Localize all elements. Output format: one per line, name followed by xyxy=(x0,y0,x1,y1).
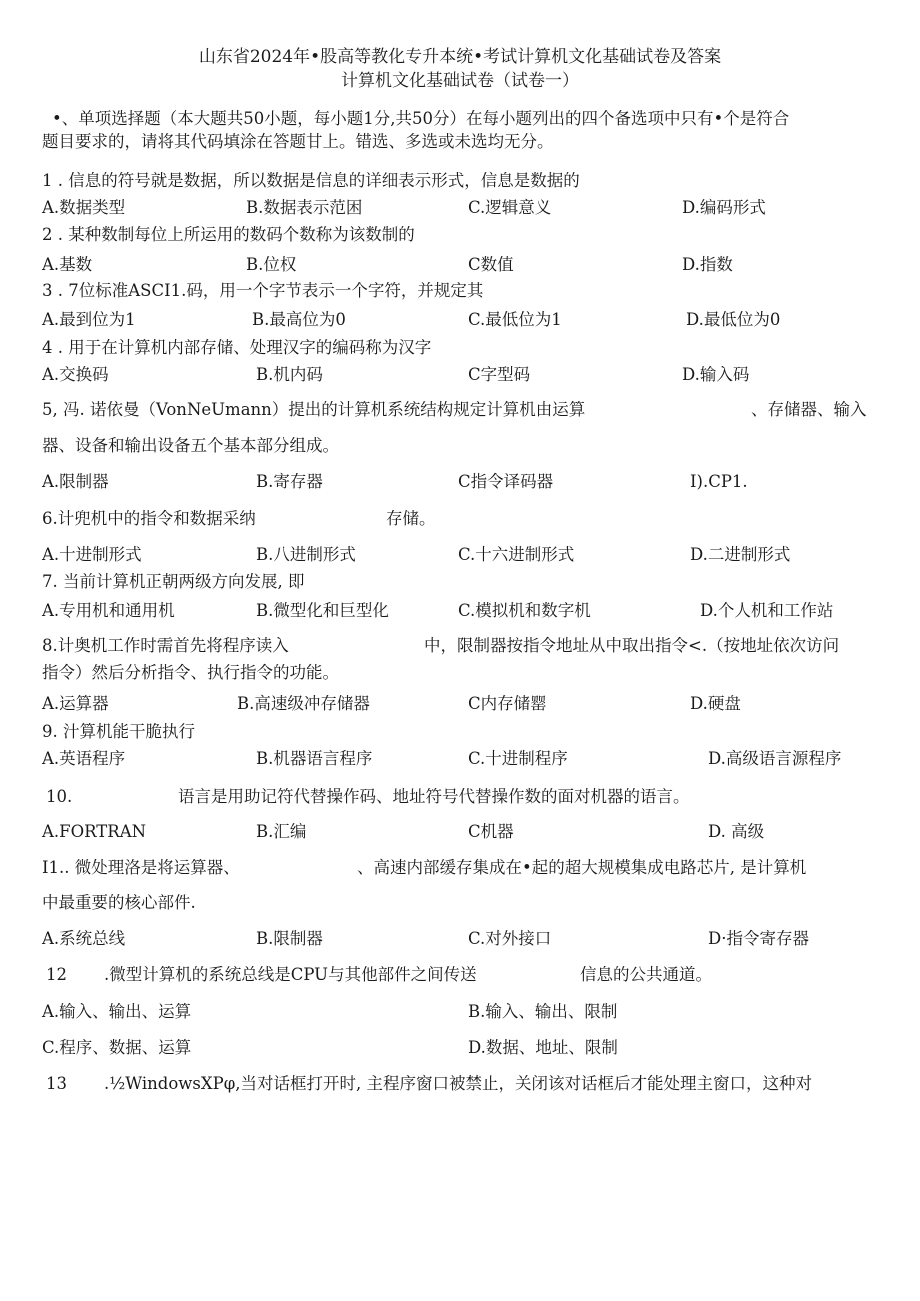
question-8-option-c: C内存储罂 xyxy=(468,694,547,713)
question-8-option-b: B.高速级冲存储器 xyxy=(237,694,370,713)
question-7-option-c: C.模拟机和数字机 xyxy=(458,601,591,620)
question-1-option-b: B.数据表示范困 xyxy=(246,198,363,217)
instructions-line-1: •、单项选择题（本大题共50小题，每小题1分,共50分）在每小题列出的四个备选项中只有•个是符合 xyxy=(52,109,790,128)
question-4-option-d: D.输入码 xyxy=(682,365,750,384)
question-8-stem-line-2: 指令）然后分析指令、执行指令的功能。 xyxy=(42,663,339,682)
question-10-option-d: D. 高级 xyxy=(708,822,765,841)
question-4-option-a: A.交换码 xyxy=(42,365,109,384)
question-5-stem-line-2: 器、设备和输出设备五个基本部分组成。 xyxy=(42,436,339,455)
question-9-option-b: B.机器语言程序 xyxy=(256,749,373,768)
question-3-option-b: B.最高位为0 xyxy=(252,310,346,329)
question-2-option-c: C数值 xyxy=(468,255,514,274)
question-9-stem: 9. 汁算机能干脆执行 xyxy=(42,722,195,741)
question-1-option-a: A.数据类型 xyxy=(42,198,126,217)
question-10-option-c: C机器 xyxy=(468,822,514,841)
question-11-option-d: D·指令寄存器 xyxy=(708,929,809,948)
question-5-stem: 5, 冯. 诺依曼（VonNeUmann）提出的计算机系统结构规定计算机由运算 xyxy=(42,400,586,419)
question-7-option-b: B.微型化和巨型化 xyxy=(256,601,389,620)
question-2-stem: 2 . 某种数制每位上所运用的数码个数称为该数制的 xyxy=(42,225,415,244)
question-2-option-b: B.位权 xyxy=(246,255,297,274)
question-7-option-a: A.专用机和通用机 xyxy=(42,601,175,620)
question-12-number: 12 xyxy=(46,965,67,984)
question-10-option-b: B.汇编 xyxy=(256,822,307,841)
question-5-option-d: I).CP1. xyxy=(690,472,748,491)
question-10-stem: 语言是用助记符代替操作码、地址符号代替操作数的面对机器的语言。 xyxy=(178,787,690,806)
question-10-option-a: A.FORTRAN xyxy=(42,822,147,841)
question-7-option-d: D.个人机和工作站 xyxy=(700,601,834,620)
question-9-option-c: C.十进制程序 xyxy=(468,749,568,768)
question-5-option-b: B.寄存器 xyxy=(256,472,323,491)
question-11-option-a: A.系统总线 xyxy=(42,929,126,948)
question-3-option-d: D.最低位为0 xyxy=(686,310,781,329)
question-6-stem-continued: 存储。 xyxy=(386,509,436,528)
question-8-option-a: A.运算器 xyxy=(42,694,109,713)
question-9-option-a: A.英语程序 xyxy=(42,749,126,768)
question-11-stem-line-2: 中最重要的核心部件. xyxy=(42,893,196,912)
question-9-option-d: D.高级语言源程序 xyxy=(708,749,842,768)
question-3-stem: 3 . 7位标准ASCI1.码，用一个字节表示一个字符，并规定其 xyxy=(42,281,484,300)
question-1-stem: 1 . 信息的符号就是数据，所以数据是信息的详细表示形式，信息是数据的 xyxy=(42,171,580,190)
question-5-option-c: C指令译码器 xyxy=(458,472,554,491)
question-12-option-a: A.输入、输出、运算 xyxy=(42,1002,192,1021)
question-6-option-a: A.十进制形式 xyxy=(42,545,142,564)
question-5-option-a: A.限制器 xyxy=(42,472,109,491)
question-8-stem: 8.计奥机工作时需首先将程序读入 xyxy=(42,636,289,655)
question-13-number: 13 xyxy=(46,1074,67,1093)
question-6-option-b: B.八进制形式 xyxy=(256,545,356,564)
question-11-option-c: C.对外接口 xyxy=(468,929,552,948)
question-12-option-b: B.输入、输出、限制 xyxy=(468,1002,618,1021)
question-2-option-a: A.基数 xyxy=(42,255,93,274)
question-3-option-a: A.最到位为1 xyxy=(42,310,136,329)
question-12-stem-continued: 信息的公共通道。 xyxy=(580,965,712,984)
question-11-stem-continued: 、高速内部缓存集成在•起的超大规模集成电路芯片, 是计算机 xyxy=(357,858,807,877)
question-8-option-d: D.硬盘 xyxy=(690,694,741,713)
question-6-option-d: D.二进制形式 xyxy=(690,545,791,564)
question-7-stem: 7. 当前计算机正朝两级方向发展, 即 xyxy=(42,572,305,591)
question-1-option-d: D.编码形式 xyxy=(682,198,766,217)
question-11-option-b: B.限制器 xyxy=(256,929,323,948)
question-5-stem-continued: 、存储器、输入 xyxy=(751,400,867,419)
instructions-line-2: 题目要求的，请将其代码填涂在答题甘上。错选、多选或未选均无分。 xyxy=(42,132,554,151)
question-2-option-d: D.指数 xyxy=(682,255,733,274)
question-12-option-d: D.数据、地址、限制 xyxy=(468,1038,618,1057)
question-1-option-c: C.逻辑意义 xyxy=(468,198,552,217)
question-13-stem: .½WindowsXPφ,当对话框打开时, 主程序窗口被禁止，关闭该对话框后才能处理主窗口，这种对 xyxy=(104,1074,813,1093)
document-subtitle: 计算机文化基础试卷（试卷一） xyxy=(341,71,579,91)
question-12-option-c: C.程序、数据、运算 xyxy=(42,1038,192,1057)
document-title: 山东省2024年•股高等教化专升本统•考试计算机文化基础试卷及答案 xyxy=(198,47,722,67)
question-10-number: 10. xyxy=(46,787,73,806)
question-4-stem: 4 . 用于在计算机内部存储、处理汉字的编码称为汉字 xyxy=(42,338,432,357)
question-6-stem: 6.计兜机中的指令和数据采纳 xyxy=(42,509,256,528)
question-4-option-b: B.机内码 xyxy=(256,365,323,384)
question-11-stem: I1.. 微处理洛是将运算器、 xyxy=(42,858,240,877)
question-3-option-c: C.最低位为1 xyxy=(468,310,562,329)
question-12-stem: .微型计算机的系统总线是CPU与其他部件之间传送 xyxy=(104,965,477,984)
question-4-option-c: C字型码 xyxy=(468,365,531,384)
question-6-option-c: C.十六进制形式 xyxy=(458,545,575,564)
question-8-stem-continued: 中，限制器按指令地址从中取出指令<.（按地址依次访问 xyxy=(424,636,840,655)
